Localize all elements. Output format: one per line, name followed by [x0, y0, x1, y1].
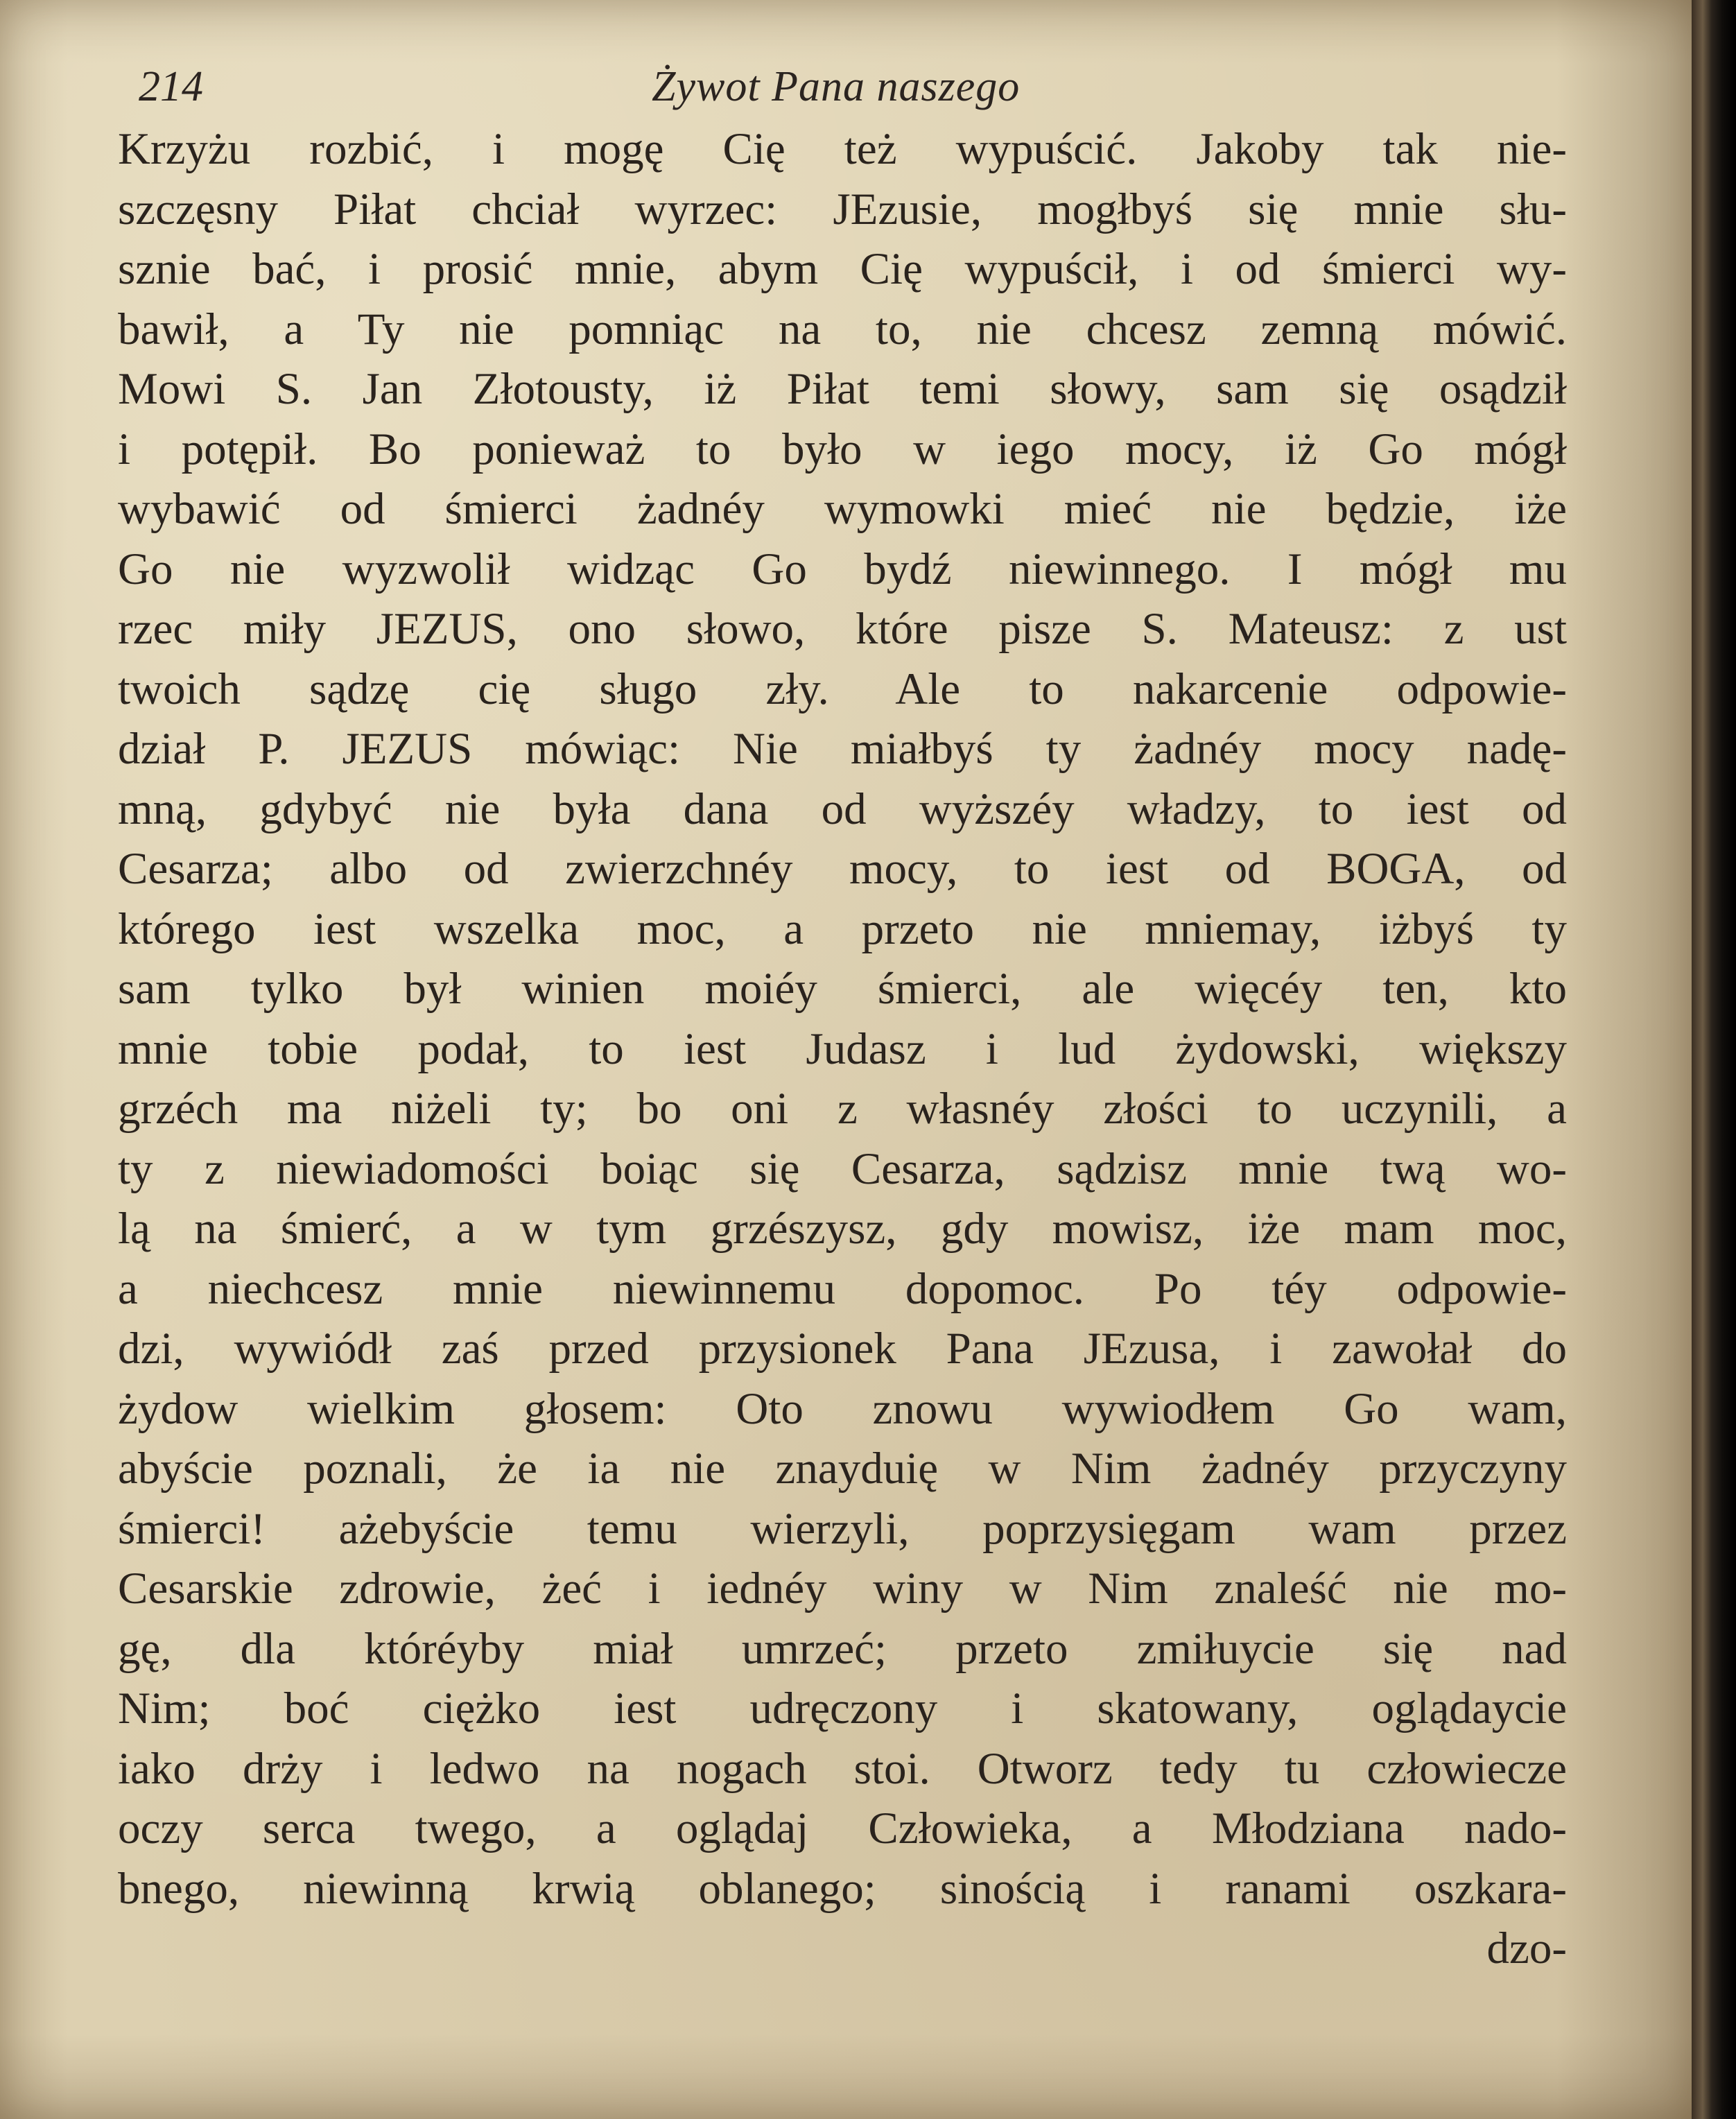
body-text	[118, 119, 1567, 1979]
page-number: 214	[139, 63, 203, 110]
text-line: sam tylko był winien moiéy śmierci, ale więcéy ten, kto	[118, 964, 1567, 1014]
text-line: którego iest wszelka moc, a przeto nie mniemay, iżbyś ty	[118, 903, 1567, 954]
text-line: grzéch ma niżeli ty; bo oni z własnéy złości to uczynili, a	[118, 1084, 1567, 1134]
text-line: żydow wielkim głosem: Oto znowu wywiodłem Go wam,	[118, 1383, 1567, 1434]
text-line: oczy serca twego, a oglądaj Człowieka, a Młodziana nado-	[118, 1804, 1567, 1853]
text-line: Go nie wyzwolił widząc Go bydź niewinnego. I mógł mu	[118, 544, 1567, 594]
text-line: ty z niewiadomości boiąc się Cesarza, sądzisz mnie twą wo-	[118, 1143, 1567, 1194]
text-line: Cesarza; albo od zwierzchnéy mocy, to iest od BOGA, od	[118, 844, 1567, 894]
running-title: Żywot Pana naszego	[652, 63, 1021, 110]
running-head	[139, 62, 1581, 125]
text-line: iako drży i ledwo na nogach stoi. Otworz tedy tu człowiecze	[118, 1743, 1567, 1794]
text-line: dział P. JEZUS mówiąc: Nie miałbyś ty żadnéy mocy nadę-	[118, 724, 1567, 774]
text-line: wybawić od śmierci żadnéy wymowki mieć nie będzie, iże	[118, 484, 1567, 534]
text-line: twoich sądzę cię sługo zły. Ale to nakarcenie odpowie-	[118, 664, 1567, 714]
text-line: sznie bać, i prosić mnie, abym Cię wypuścił, i od śmierci wy-	[118, 244, 1567, 294]
text-line: gę, dla któréyby miał umrzeć; przeto zmiłuycie się nad	[118, 1623, 1567, 1674]
text-line: i potępił. Bo ponieważ to było w iego mocy, iż Go mógł	[118, 424, 1567, 474]
text-line: Nim; boć ciężko iest udręczony i skatowany, oglądaycie	[118, 1684, 1567, 1733]
text-line: mnie tobie podał, to iest Judasz i lud żydowski, większy	[118, 1023, 1567, 1074]
book-spine-edge	[1692, 0, 1736, 2119]
text-line: a niechcesz mnie niewinnemu dopomoc. Po téy odpowie-	[118, 1263, 1567, 1314]
text-line: bawił, a Ty nie pomniąc na to, nie chcesz zemną mówić.	[118, 304, 1567, 354]
text-line: mną, gdybyć nie była dana od wyższéy władzy, to iest od	[118, 784, 1567, 834]
text-line: Krzyżu rozbić, i mogę Cię też wypuścić. Jakoby tak nie-	[118, 124, 1567, 174]
text-line: Cesarskie zdrowie, żeć i iednéy winy w Nim znaleść nie mo-	[118, 1564, 1567, 1614]
text-line: dzi, wywiódł zaś przed przysionek Pana JEzusa, i zawołał do	[118, 1324, 1567, 1374]
text-line: rzec miły JEZUS, ono słowo, które pisze S. Mateusz: z ust	[118, 604, 1567, 654]
text-line: lą na śmierć, a w tym grzészysz, gdy mowisz, iże mam moc,	[118, 1204, 1567, 1254]
catchword: dzo-	[1486, 1923, 1567, 1973]
text-line: abyście poznali, że ia nie znayduię w Nim żadnéy przyczyny	[118, 1444, 1567, 1494]
text-line: Mowi S. Jan Złotousty, iż Piłat temi słowy, sam się osądził	[118, 364, 1567, 414]
text-line: bnego, niewinną krwią oblanego; sinością i ranami oszkara-	[118, 1863, 1567, 1914]
text-line: śmierci! ażebyście temu wierzyli, poprzysięgam wam przez	[118, 1503, 1567, 1554]
text-line: szczęsny Piłat chciał wyrzec: JEzusie, mogłbyś się mnie słu-	[118, 184, 1567, 234]
